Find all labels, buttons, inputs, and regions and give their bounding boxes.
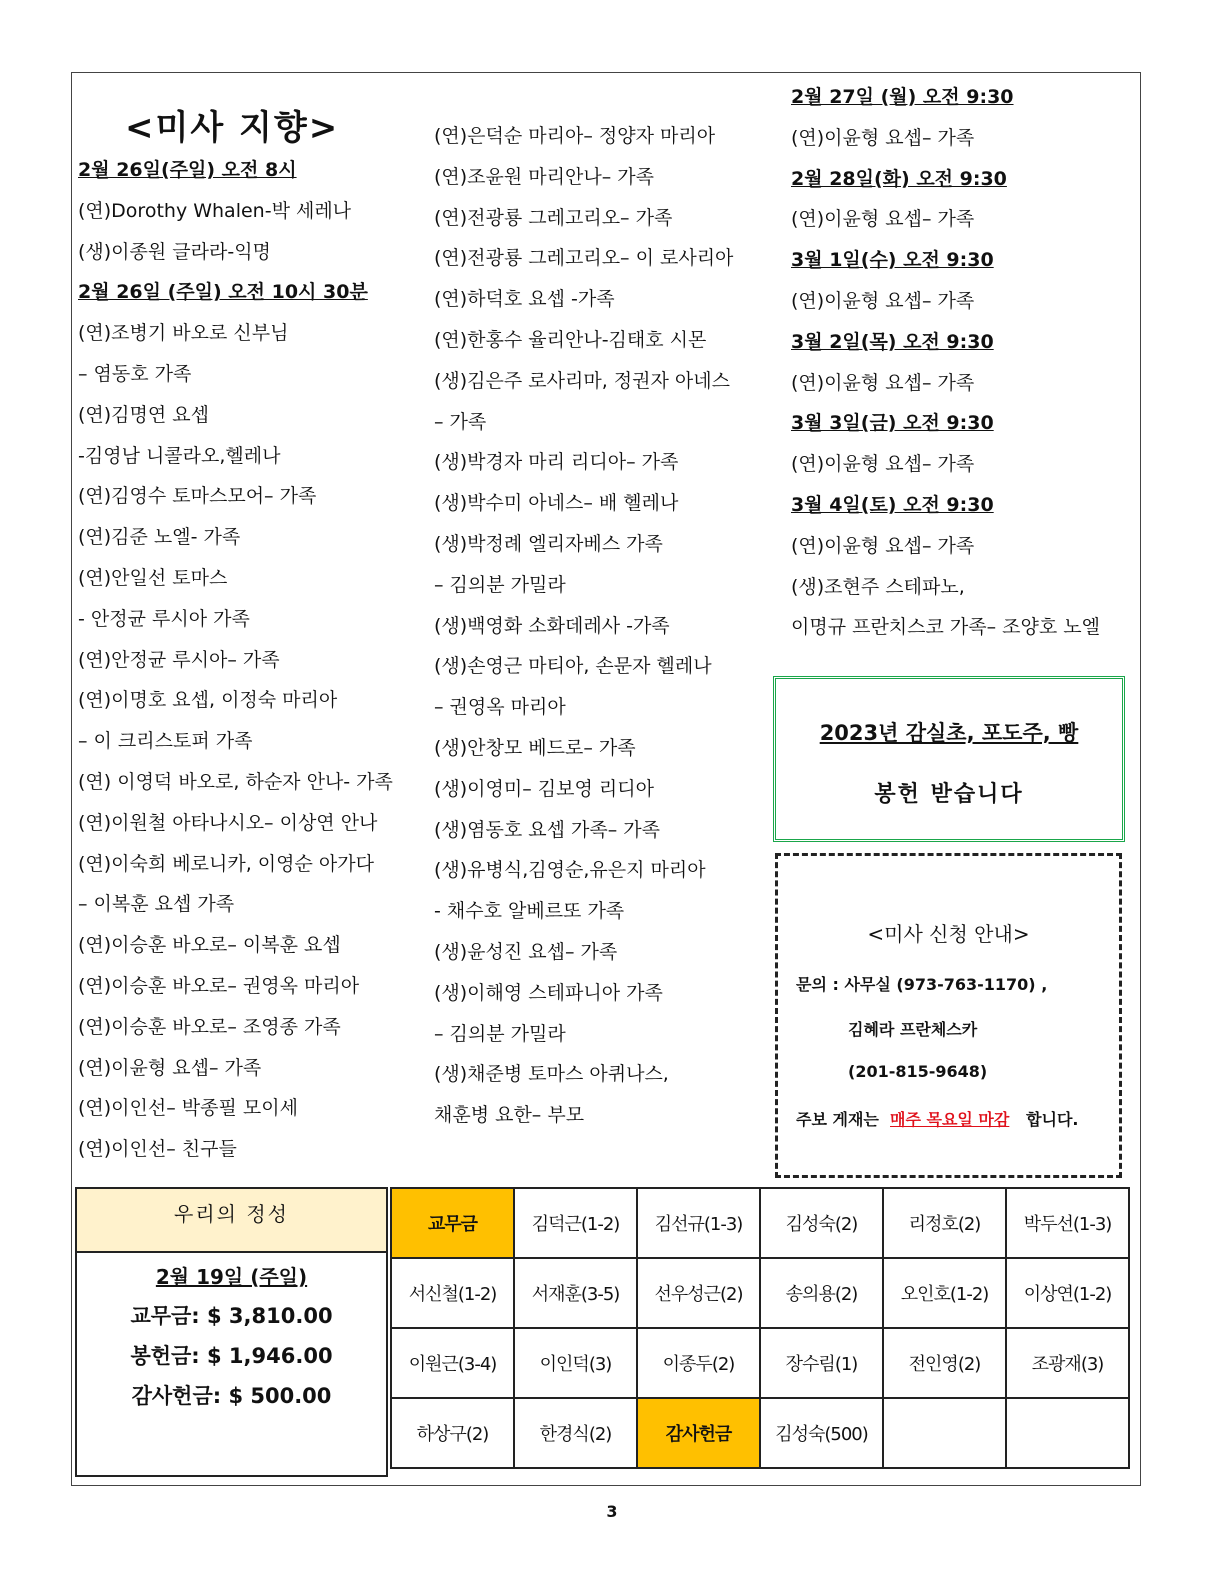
mass-time-label: 2월 26일(주일) 오전 8시: [78, 159, 297, 181]
intention-line: 이명규 프란치스코 가족– 조양호 노엘: [791, 616, 1100, 639]
donor-cell: 김덕근(1-2): [514, 1188, 637, 1258]
intention-line: – 이 크리스토퍼 가족: [78, 730, 253, 753]
intention-column-2: [434, 116, 733, 1136]
mass-request-phone: (201-815-9648): [848, 1062, 988, 1081]
notice-line-1: 2023년 감실초, 포도주, 빵: [819, 721, 1079, 745]
donor-cell: 서재훈(3-5): [514, 1258, 637, 1328]
intention-line: (연)조병기 바오로 신부님: [78, 322, 289, 345]
intention-line: (생)김은주 로사리마, 정권자 아네스: [434, 369, 730, 392]
donor-cell: 이원근(3-4): [391, 1328, 514, 1398]
intention-line: (생)윤성진 요셉– 가족: [434, 940, 618, 963]
offering-notice-box: [773, 676, 1125, 842]
intention-line: (생)박정례 엘리자베스 가족: [434, 532, 663, 555]
intention-line: – 가족: [434, 410, 487, 433]
intention-line: (연)이인선– 친구들: [78, 1138, 237, 1161]
donor-cell: 김성숙(2): [760, 1188, 883, 1258]
intention-line: (연) 이영덕 바오로, 하순자 안나- 가족: [78, 770, 393, 793]
intention-line: (생)이종원 글라라-익명: [78, 240, 271, 263]
mass-request-contact: 문의 : 사무실 (973-763-1170) ,: [796, 975, 1048, 994]
intention-line: (연)이승훈 바오로– 이복훈 요셉: [78, 934, 341, 957]
donor-cell: 김선규(1-3): [637, 1188, 760, 1258]
intention-line: (연)이인선– 박종필 모이세: [78, 1097, 298, 1120]
donor-cell: 리정호(2): [883, 1188, 1006, 1258]
intention-line: -김영남 니콜라오,헬레나: [78, 444, 281, 467]
intention-line: – 김의분 가밀라: [434, 573, 566, 596]
page-number: 3: [606, 1502, 618, 1521]
mass-request-title: <미사 신청 안내>: [867, 922, 1030, 946]
deadline-prefix: 주보 게재는: [796, 1110, 879, 1129]
donor-cell: [1006, 1398, 1129, 1468]
mass-time-header: [791, 322, 1100, 363]
intention-line: – 이복훈 요셉 가족: [78, 893, 235, 916]
donor-cell: 송의용(2): [760, 1258, 883, 1328]
intention-line: (생)백영화 소화데레사 -가족: [434, 614, 670, 637]
offering-amount: 봉헌금: $ 1,946.00: [130, 1344, 333, 1368]
intention-line: (연)안정균 루시아– 가족: [78, 648, 280, 671]
intention-line: (연)이승훈 바오로– 권영옥 마리아: [78, 974, 360, 997]
donor-row: [391, 1398, 1129, 1468]
page-title: <미사 지향>: [125, 108, 340, 148]
donor-cell: 선우성근(2): [637, 1258, 760, 1328]
intention-line: (연)이윤형 요셉– 가족: [791, 289, 975, 312]
donor-row: [391, 1328, 1129, 1398]
intention-line: (생)손영근 마티아, 손문자 헬레나: [434, 655, 712, 678]
intention-line: – 김의분 가밀라: [434, 1022, 566, 1045]
deadline-highlight: 매주 목요일 마감: [890, 1110, 1010, 1129]
donor-category-cell: 교무금: [391, 1188, 514, 1258]
offering-amount: 감사헌금: $ 500.00: [131, 1384, 332, 1408]
donor-table: [390, 1187, 1130, 1469]
donor-row: [391, 1188, 1129, 1258]
donor-cell: 전인영(2): [883, 1328, 1006, 1398]
mass-time-label: 2월 27일 (월) 오전 9:30: [791, 86, 1014, 108]
notice-line-2: 봉헌 받습니다: [874, 782, 1024, 807]
intention-line: (생)조현주 스테파노,: [791, 575, 965, 598]
intention-line: 채훈병 요한– 부모: [434, 1104, 585, 1127]
mass-time-header: [78, 150, 393, 191]
intention-line: (연)은덕순 마리아– 정양자 마리아: [434, 125, 716, 147]
intention-line: (연)이윤형 요셉– 가족: [791, 453, 975, 476]
mass-time-label: 3월 1일(수) 오전 9:30: [791, 249, 994, 272]
intention-line: (연)한홍수 율리안나-김태호 시몬: [434, 328, 707, 351]
donor-cell: 하상구(2): [391, 1398, 514, 1468]
mass-time-header: [791, 77, 1100, 118]
mass-request-deadline: [796, 1107, 1079, 1130]
mass-time-label: 3월 3일(금) 오전 9:30: [791, 412, 994, 435]
intention-line: (생)이해영 스테파니아 가족: [434, 981, 663, 1004]
donor-cell: [883, 1398, 1006, 1468]
intention-line: (연)전광룡 그레고리오– 이 로사리아: [434, 247, 734, 270]
donor-cell: 조광재(3): [1006, 1328, 1129, 1398]
intention-line: (연)이숙희 베로니카, 이영순 아가다: [78, 852, 374, 875]
intention-line: (생)채준병 토마스 아퀴나스,: [434, 1063, 669, 1086]
intention-line: (연)이원철 아타나시오– 이상연 안나: [78, 811, 378, 834]
intention-line: (연)이윤형 요셉– 가족: [791, 208, 975, 231]
intention-line: (연)조윤원 마리안나– 가족: [434, 165, 654, 188]
intention-line: (연)전광룡 그레고리오– 가족: [434, 206, 673, 229]
offering-summary: [75, 1187, 388, 1477]
mass-request-person: 김혜라 프란체스카: [848, 1020, 978, 1039]
intention-line: (생)안창모 베드로– 가족: [434, 736, 636, 759]
donor-cell: 이종두(2): [637, 1328, 760, 1398]
mass-time-header: [791, 485, 1100, 526]
intention-column-1: [78, 150, 393, 1170]
donor-cell: 김성숙(500): [760, 1398, 883, 1468]
mass-time-label: 2월 26일 (주일) 오전 10시 30분: [78, 281, 368, 304]
donor-cell: 이인덕(3): [514, 1328, 637, 1398]
mass-time-label: 3월 2일(목) 오전 9:30: [791, 330, 994, 353]
intention-line: (연)김명연 요셉: [78, 403, 209, 426]
offering-amount: 교무금: $ 3,810.00: [130, 1304, 333, 1328]
intention-line: (연)이윤형 요셉– 가족: [791, 126, 975, 149]
mass-time-header: [791, 403, 1100, 444]
intention-line: (연)이윤형 요셉– 가족: [78, 1056, 262, 1079]
donor-cell: 한경식(2): [514, 1398, 637, 1468]
intention-line: (생)박수미 아네스– 배 헬레나: [434, 492, 679, 515]
intention-line: (연)이윤형 요셉– 가족: [791, 371, 975, 394]
intention-line: (생)유병식,김영순,유은지 마리아: [434, 859, 706, 882]
intention-line: (연)김준 노엘- 가족: [78, 526, 241, 549]
intention-line: (연)김영수 토마스모어– 가족: [78, 485, 317, 508]
intention-line: (생)염동호 요셉 가족– 가족: [434, 818, 660, 841]
mass-time-header: [791, 240, 1100, 281]
donor-category-cell: 감사헌금: [637, 1398, 760, 1468]
donor-row: [391, 1258, 1129, 1328]
donor-cell: 장수림(1): [760, 1328, 883, 1398]
intention-line: (생)이영미– 김보영 리디아: [434, 777, 654, 800]
mass-time-header: [791, 159, 1100, 200]
intention-line: (연)이윤형 요셉– 가족: [791, 534, 975, 557]
intention-line: - 안정균 루시아 가족: [78, 607, 250, 630]
intention-line: (생)박경자 마리 리디아– 가족: [434, 451, 679, 474]
donor-cell: 이상연(1-2): [1006, 1258, 1129, 1328]
intention-line: (연)이승훈 바오로– 조영종 가족: [78, 1015, 341, 1038]
mass-time-header: [78, 272, 393, 313]
donor-cell: 오인호(1-2): [883, 1258, 1006, 1328]
mass-time-label: 2월 28일(화) 오전 9:30: [791, 167, 1007, 190]
intention-line: (연)안일선 토마스: [78, 566, 228, 589]
mass-time-label: 3월 4일(토) 오전 9:30: [791, 493, 994, 516]
intention-line: (연)Dorothy Whalen-박 세레나: [78, 199, 352, 222]
deadline-suffix: 합니다.: [1026, 1110, 1079, 1129]
intention-column-3: [791, 77, 1100, 648]
donor-cell: 서신철(1-2): [391, 1258, 514, 1328]
intention-line: – 염동호 가족: [78, 362, 192, 385]
intention-line: – 권영옥 마리아: [434, 696, 566, 719]
offering-date: 2월 19일 (주일): [155, 1265, 308, 1289]
offering-title: 우리의 정성: [77, 1189, 386, 1253]
intention-line: (연)이명호 요셉, 이정숙 마리아: [78, 689, 338, 712]
intention-line: - 채수호 알베르또 가족: [434, 900, 625, 923]
mass-request-box: [775, 853, 1122, 1178]
intention-line: (연)하덕호 요셉 -가족: [434, 288, 615, 311]
donor-cell: 박두선(1-3): [1006, 1188, 1129, 1258]
